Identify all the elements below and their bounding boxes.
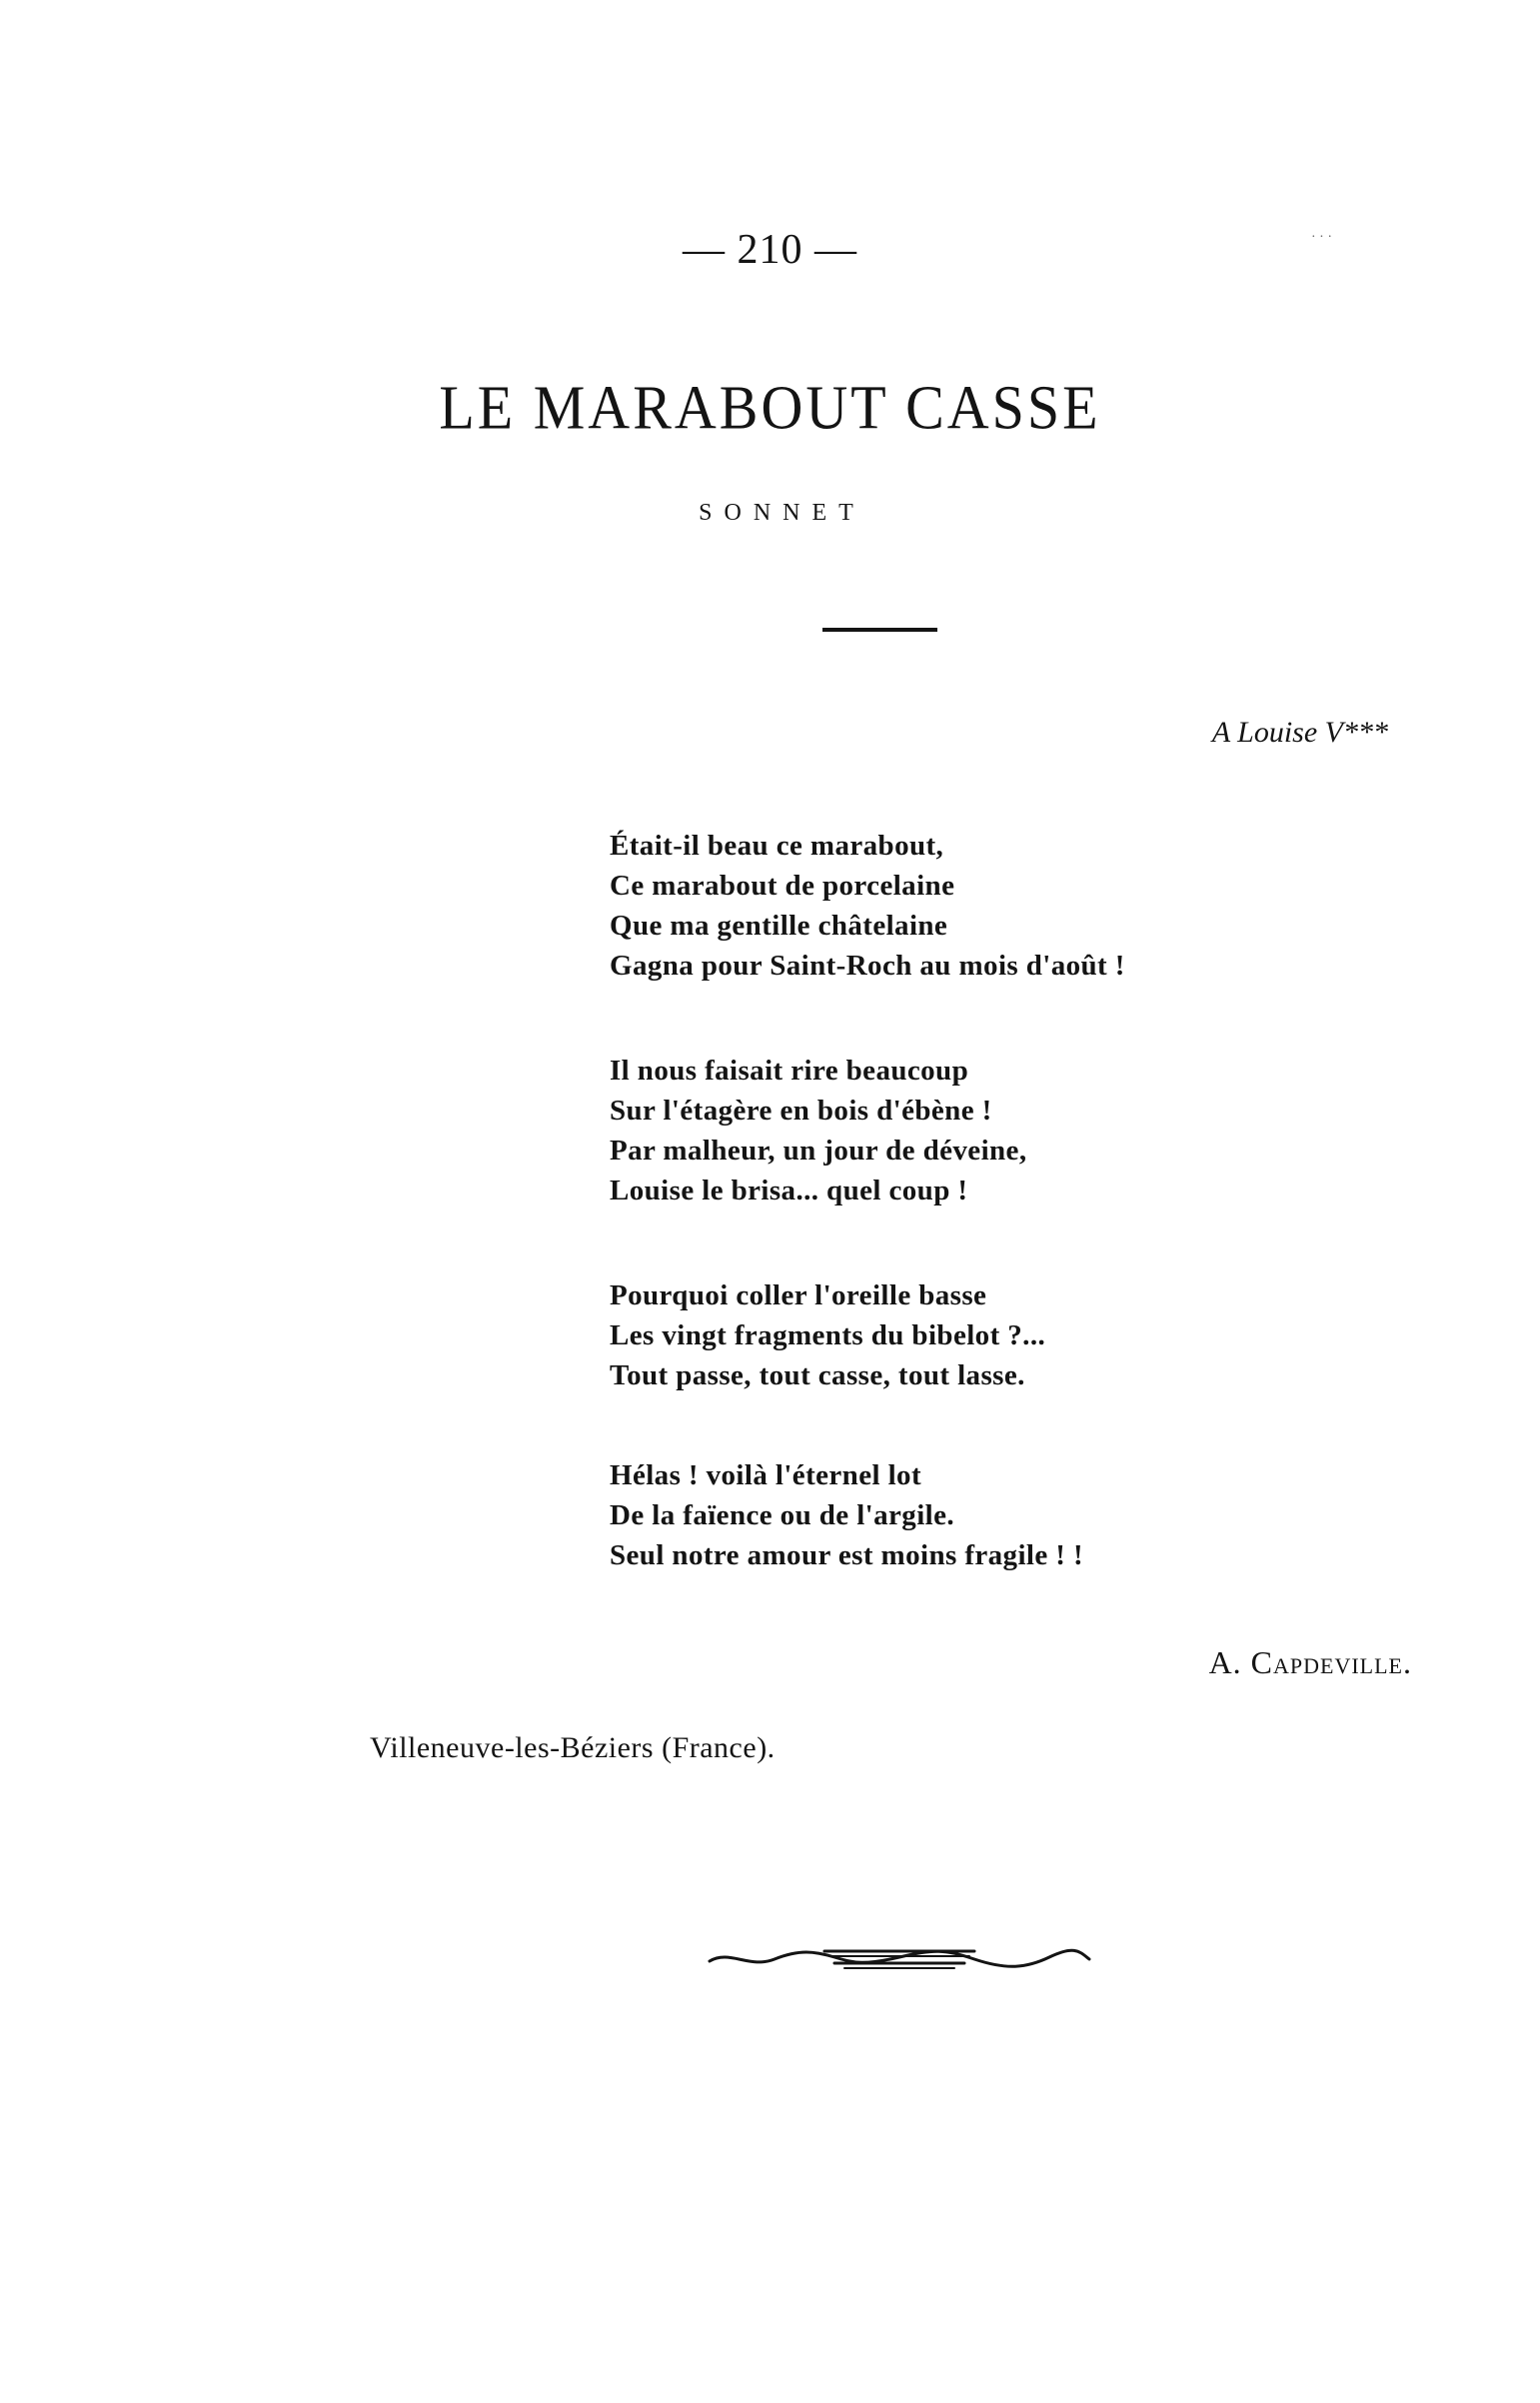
poem-line: Tout passe, tout casse, tout lasse. [610, 1359, 1025, 1391]
poem-line: Pourquoi coller l'oreille basse [610, 1279, 987, 1311]
poem-line: Gagna pour Saint-Roch au mois d'août ! [610, 950, 1125, 982]
poem-line: Hélas ! voilà l'éternel lot [610, 1459, 922, 1491]
stanza-1 [610, 826, 1329, 986]
poem-line: Louise le brisa... quel coup ! [610, 1175, 968, 1206]
margin-speck: · · · [1311, 230, 1332, 245]
poem-line: Ce marabout de porcelaine [610, 870, 955, 902]
poem-line: Par malheur, un jour de déveine, [610, 1135, 1027, 1167]
stanza-4 [610, 1455, 1329, 1575]
page-number: — 210 — [683, 227, 857, 273]
stanza-2 [610, 1051, 1329, 1210]
poem-subtitle: SONNET [699, 500, 865, 526]
poem-line: Les vingt fragments du bibelot ?... [610, 1319, 1046, 1351]
dedication: A Louise V*** [1211, 716, 1388, 749]
poem-body [610, 826, 1329, 1640]
poem-line: Il nous faisait rire beaucoup [610, 1055, 969, 1087]
stanza-3 [610, 1275, 1329, 1395]
author-signature: A. Capdeville. [1208, 1644, 1412, 1680]
poem-line: Sur l'étagère en bois d'ébène ! [610, 1095, 992, 1127]
title-divider [822, 628, 937, 632]
poem-line: Que ma gentille châtelaine [610, 910, 948, 942]
place-line: Villeneuve-les-Béziers (France). [370, 1731, 775, 1764]
poem-line: De la faïence ou de l'argile. [610, 1499, 955, 1531]
poem-line: Seul notre amour est moins fragile ! ! [610, 1539, 1084, 1571]
poem-line: Était-il beau ce marabout, [610, 830, 944, 862]
wave-ornament-icon [705, 1939, 1094, 1973]
poem-title: LE MARABOUT CASSE [439, 372, 1101, 443]
